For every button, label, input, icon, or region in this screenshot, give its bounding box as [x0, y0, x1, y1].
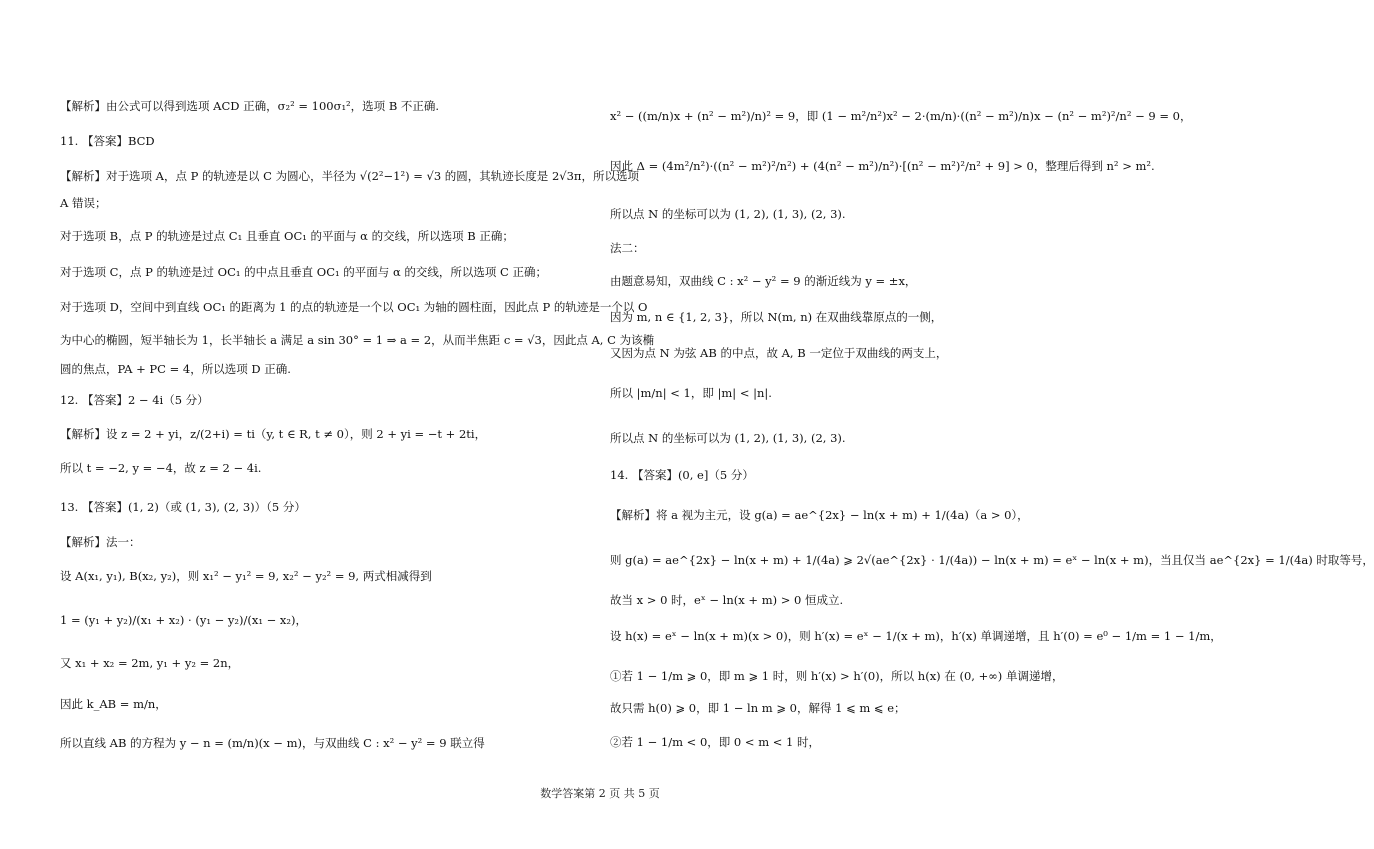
text-line: 又 x₁ + x₂ = 2m, y₁ + y₂ = 2n， — [60, 656, 240, 670]
text-line: 因此 Δ = (4m²/n²)·((n² − m²)²/n²) + (4(n² − m²)/n²)·[(n² − m²)²/n² + 9] > 0，整理后得到 n² > m². — [610, 159, 1155, 173]
page-footer: 数学答案第 2 页 共 5 页 — [540, 787, 660, 800]
text-line: 所以点 N 的坐标可以为 (1, 2), (1, 3), (2, 3). — [610, 431, 846, 445]
text-line: 又因为点 N 为弦 AB 的中点，故 A, B 一定位于双曲线的两支上， — [610, 346, 948, 360]
text-line: 所以 t = −2, y = −4，故 z = 2 − 4i. — [60, 461, 262, 475]
text-line: 法二： — [610, 241, 645, 255]
text-line: 所以点 N 的坐标可以为 (1, 2), (1, 3), (2, 3). — [610, 207, 846, 221]
text-line: x² − ((m/n)x + (n² − m²)/n)² = 9，即 (1 − m²/n²)x² − 2·(m/n)·((n² − m²)/n)x − (n² − m²)²/n² − 9 = 0， — [610, 109, 1192, 123]
text-line: 故当 x > 0 时，eˣ − ln(x + m) > 0 恒成立. — [610, 593, 844, 607]
text-line: ②若 1 − 1/m < 0，即 0 < m < 1 时， — [610, 735, 821, 749]
text-line: 对于选项 B，点 P 的轨迹是过点 C₁ 且垂直 OC₁ 的平面与 α 的交线，所以选项 B 正确； — [60, 229, 514, 243]
text-line: 因为 m, n ∈ {1, 2, 3}，所以 N(m, n) 在双曲线靠原点的一侧， — [610, 310, 943, 324]
text-line: 设 h(x) = eˣ − ln(x + m)(x > 0)，则 h′(x) = eˣ − 1/(x + m)，h′(x) 单调递增，且 h′(0) = e⁰ − 1/m = 1 − 1/m， — [610, 629, 1222, 643]
text-line: 【解析】将 a 视为主元，设 g(a) = ae^{2x} − ln(x + m) + 1/(4a)（a > 0）， — [610, 508, 1029, 522]
text-line: 所以直线 AB 的方程为 y − n = (m/n)(x − m)，与双曲线 C : x² − y² = 9 联立得 — [60, 736, 485, 750]
text-line: 【解析】设 z = 2 + yi，z/(2+i) = ti（y, t ∈ R, t ≠ 0），则 2 + yi = −t + 2ti， — [60, 427, 487, 441]
text-line: 因此 k_AB = m/n， — [60, 697, 167, 711]
text-line: 设 A(x₁, y₁), B(x₂, y₂)，则 x₁² − y₁² = 9, x₂² − y₂² = 9, 两式相减得到 — [60, 569, 432, 583]
text-line: 【解析】由公式可以得到选项 ACD 正确，σ₂² = 100σ₁²，选项 B 不正确. — [60, 99, 440, 113]
text-line: 1 = (y₁ + y₂)/(x₁ + x₂) · (y₁ − y₂)/(x₁ − x₂)， — [60, 613, 307, 627]
text-line: 为中心的椭圆，短半轴长为 1，长半轴长 a 满足 a sin 30° = 1 ⇒ a = 2，从而半焦距 c = √3，因此点 A, C 为该椭 — [60, 333, 655, 347]
text-line: 所以 |m/n| < 1，即 |m| < |n|. — [610, 386, 772, 400]
text-line: 圆的焦点，PA + PC = 4，所以选项 D 正确. — [60, 362, 291, 376]
answer-13: 13. 【答案】(1, 2)（或 (1, 3), (2, 3)）（5 分） — [60, 500, 306, 514]
text-line: 故只需 h(0) ⩾ 0，即 1 − ln m ⩾ 0，解得 1 ⩽ m ⩽ e； — [610, 701, 906, 715]
text-line: 【解析】对于选项 A，点 P 的轨迹是以 C 为圆心，半径为 √(2²−1²) = √3 的圆，其轨迹长度是 2√3π，所以选项 — [60, 169, 639, 183]
text-line: 对于选项 C，点 P 的轨迹是过 OC₁ 的中点且垂直 OC₁ 的平面与 α 的交线，所以选项 C 正确； — [60, 265, 547, 279]
answer-12: 12. 【答案】2 − 4i（5 分） — [60, 393, 209, 407]
text-line: ①若 1 − 1/m ⩾ 0，即 m ⩾ 1 时，则 h′(x) > h′(0)，所以 h(x) 在 (0, +∞) 单调递增， — [610, 669, 1064, 683]
text-line: 则 g(a) = ae^{2x} − ln(x + m) + 1/(4a) ⩾ 2√(ae^{2x} · 1/(4a)) − ln(x + m) = eˣ − ln(x + m)，当且仅当 ae^{2x} = 1/(4a) 时取等号， — [610, 553, 1374, 567]
text-line: 由题意易知，双曲线 C : x² − y² = 9 的渐近线为 y = ±x， — [610, 274, 917, 288]
text-line: 对于选项 D，空间中到直线 OC₁ 的距离为 1 的点的轨迹是一个以 OC₁ 为轴的圆柱面，因此点 P 的轨迹是一个以 O — [60, 300, 648, 314]
text-line: A 错误； — [60, 196, 107, 210]
answer-14: 14. 【答案】(0, e]（5 分） — [610, 468, 754, 482]
answer-11: 11. 【答案】BCD — [60, 134, 155, 148]
text-line: 【解析】法一： — [60, 535, 141, 549]
